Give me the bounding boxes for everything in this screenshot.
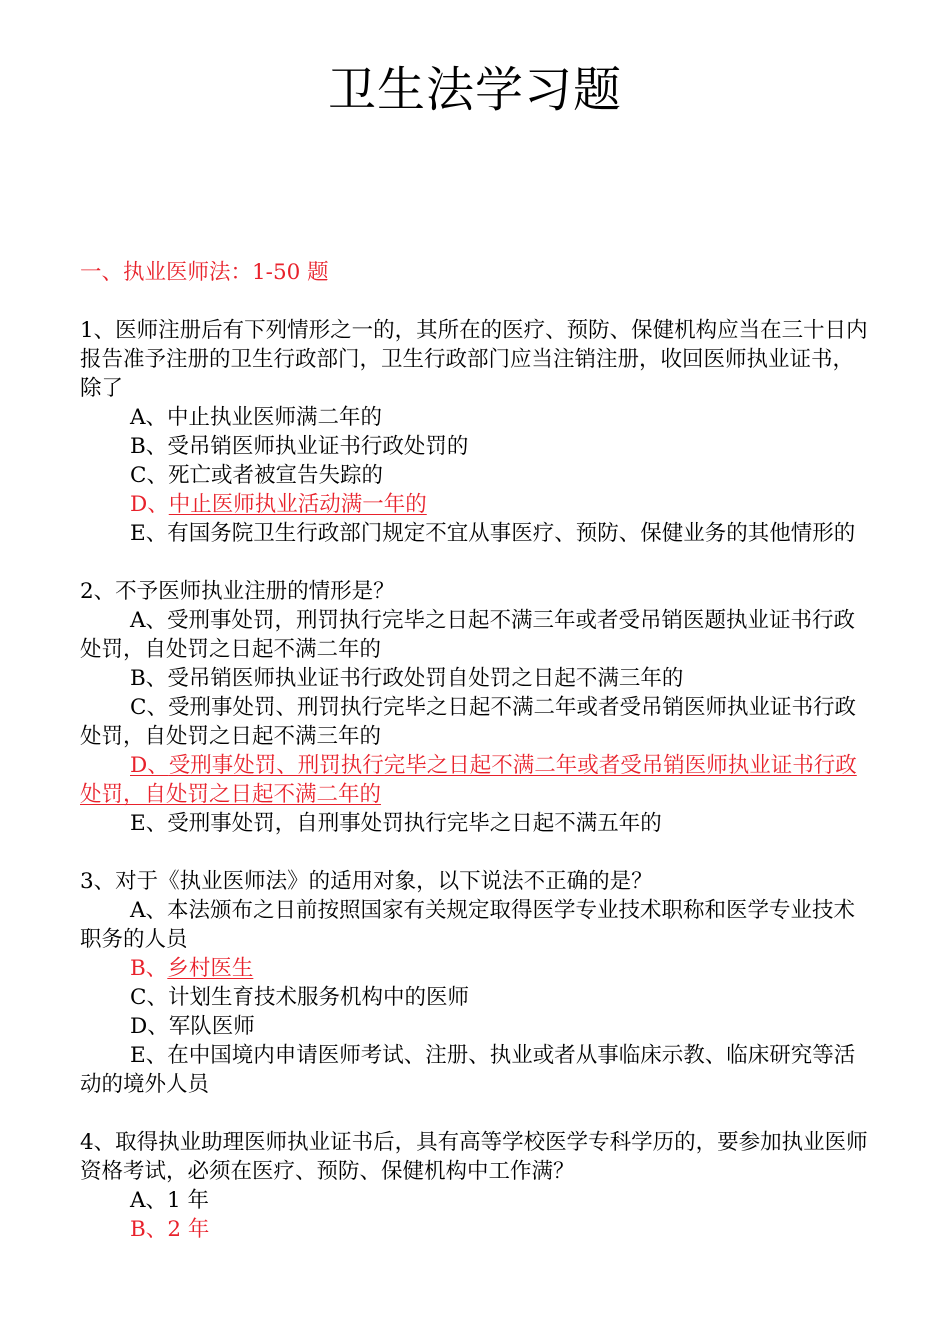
option-b: B、受吊销医师执业证书行政处罚的 — [130, 434, 469, 459]
option-e: E、有国务院卫生行政部门规定不宜从事医疗、预防、保健业务的其他情形的 — [130, 521, 856, 546]
option-b-correct: B、2 年 — [130, 1217, 210, 1242]
option-b: B、受吊销医师执业证书行政处罚自处罚之日起不满三年的 — [130, 666, 684, 691]
question-2 — [80, 577, 870, 838]
option-d-correct: D、中止医师执业活动满一年的 — [130, 492, 427, 517]
question-text: 3、对于《执业医师法》的适用对象，以下说法不正确的是？ — [80, 869, 653, 894]
question-text: 1、医师注册后有下列情形之一的，其所在的医疗、预防、保健机构应当在三十日内报告准予注册的卫生行政部门，卫生行政部门应当注销注册，收回医师执业证书，除了 — [80, 318, 868, 401]
question-1 — [80, 316, 870, 548]
document-content — [80, 258, 870, 1273]
option-e: E、受刑事处罚，自刑事处罚执行完毕之日起不满五年的 — [130, 811, 662, 836]
option-a: A、本法颁布之日前按照国家有关规定取得医学专业技术职称和医学专业技术职务的人员 — [80, 898, 856, 952]
option-c: C、计划生育技术服务机构中的医师 — [130, 985, 469, 1010]
option-c: C、受刑事处罚、刑罚执行完毕之日起不满二年或者受吊销医师执业证书行政处罚，自处罚之日起不满三年的 — [80, 695, 856, 749]
option-a: A、中止执业医师满二年的 — [130, 405, 383, 430]
option-a: A、1 年 — [130, 1188, 210, 1213]
option-c: C、死亡或者被宣告失踪的 — [130, 463, 383, 488]
question-text: 2、不予医师执业注册的情形是？ — [80, 579, 395, 604]
option-d: D、军队医师 — [130, 1014, 255, 1039]
section-heading: 一、执业医师法：1-50 题 — [80, 260, 329, 285]
question-3 — [80, 867, 870, 1099]
option-d-correct: D、受刑事处罚、刑罚执行完毕之日起不满二年或者受吊销医师执业证书行政处罚，自处罚之日起不满二年的 — [80, 753, 857, 807]
question-text: 4、取得执业助理医师执业证书后，具有高等学校医学专科学历的，要参加执业医师资格考试，必须在医疗、预防、保健机构中工作满？ — [80, 1130, 868, 1184]
option-e: E、在中国境内申请医师考试、注册、执业或者从事临床示教、临床研究等活动的境外人员 — [80, 1043, 856, 1097]
page-title: 卫生法学习题 — [327, 62, 622, 118]
option-b-correct: B、乡村医生 — [130, 956, 254, 981]
option-a: A、受刑事处罚，刑罚执行完毕之日起不满三年或者受吊销医题执业证书行政处罚，自处罚之日起不满二年的 — [80, 608, 856, 662]
question-4 — [80, 1128, 870, 1244]
